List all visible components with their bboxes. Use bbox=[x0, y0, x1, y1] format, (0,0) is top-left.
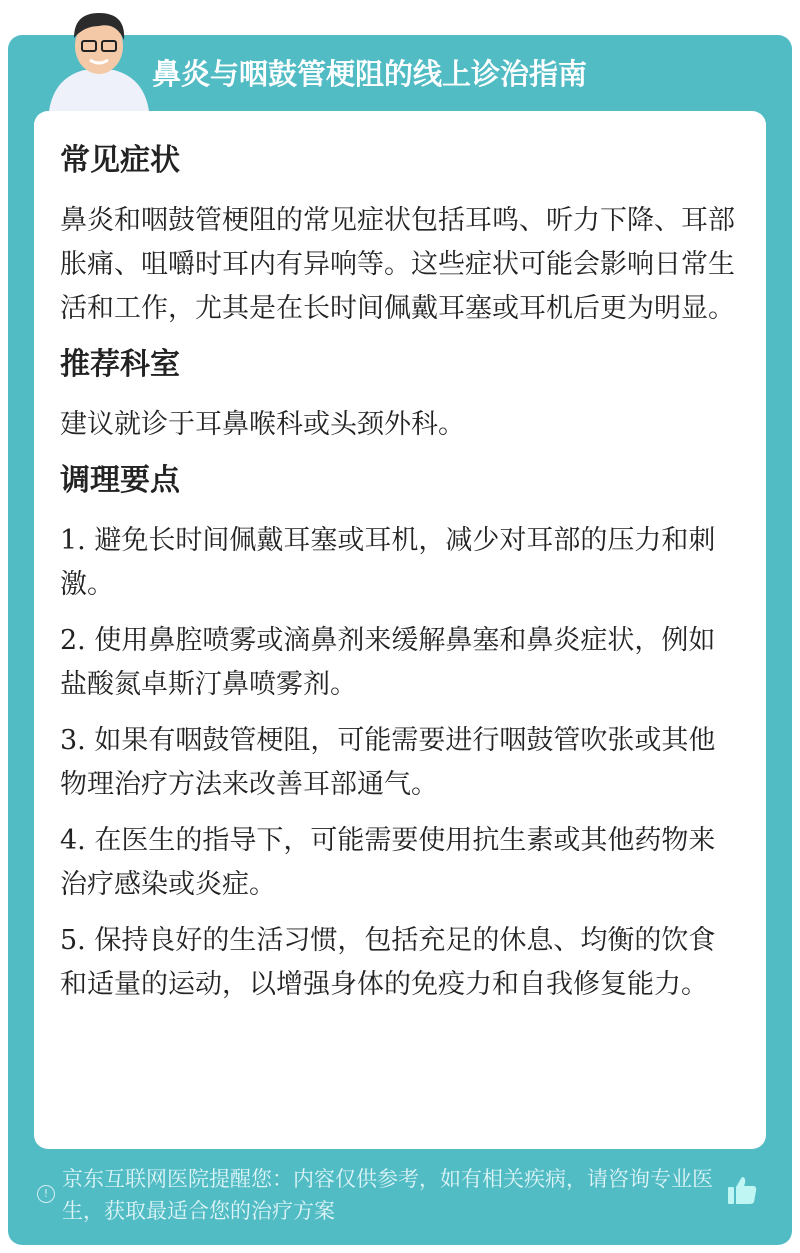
content-card bbox=[34, 111, 766, 1149]
symptoms-text: 鼻炎和咽鼓管梗阻的常见症状包括耳鸣、听力下降、耳部胀痛、咀嚼时耳内有异响等。这些症状可能会影响日常生活和工作，尤其是在长时间佩戴耳塞或耳机后更为明显。 bbox=[60, 205, 735, 324]
doctor-avatar bbox=[44, 8, 154, 111]
care-list bbox=[60, 519, 740, 1007]
disclaimer-text: 京东互联网医院提醒您：内容仅供参考，如有相关疾病，请咨询专业医生，获取最适合您的治疗方案 bbox=[62, 1167, 713, 1223]
section-heading-department: 推荐科室 bbox=[60, 347, 180, 382]
list-item: 2. 使用鼻腔喷雾或滴鼻剂来缓解鼻塞和鼻炎症状，例如盐酸氮卓斯汀鼻喷雾剂。 bbox=[60, 625, 716, 700]
thumbs-up-icon[interactable] bbox=[726, 1174, 758, 1206]
department-text: 建议就诊于耳鼻喉科或头颈外科。 bbox=[60, 409, 465, 440]
list-item: 5. 保持良好的生活习惯，包括充足的休息、均衡的饮食和适量的运动，以增强身体的免疫力和自我修复能力。 bbox=[60, 925, 716, 1000]
list-item: 4. 在医生的指导下，可能需要使用抗生素或其他药物来治疗感染或炎症。 bbox=[60, 825, 716, 900]
list-item: 1. 避免长时间佩戴耳塞或耳机，减少对耳部的压力和刺激。 bbox=[60, 525, 716, 600]
section-heading-care: 调理要点 bbox=[60, 463, 180, 498]
section-heading-symptoms: 常见症状 bbox=[60, 143, 180, 178]
list-item: 3. 如果有咽鼓管梗阻，可能需要进行咽鼓管吹张或其他物理治疗方法来改善耳部通气。 bbox=[60, 725, 716, 800]
info-icon: ! bbox=[37, 1185, 55, 1203]
page-title: 鼻炎与咽鼓管梗阻的线上诊治指南 bbox=[152, 57, 588, 91]
